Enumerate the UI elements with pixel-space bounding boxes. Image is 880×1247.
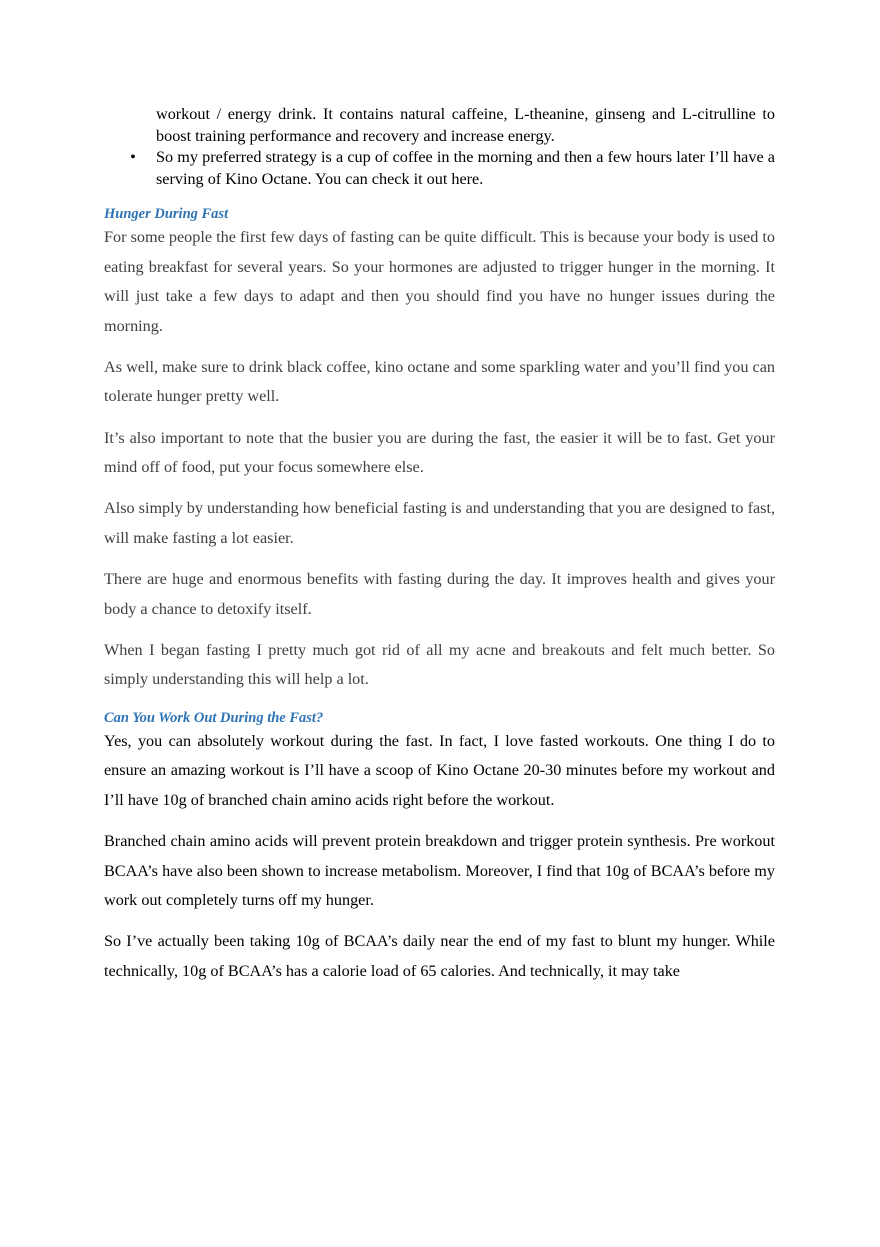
paragraph: Also simply by understanding how beneficial fasting is and understanding that you are designed to fast, will make fasting a lot easier. xyxy=(104,499,775,547)
paragraph: Yes, you can absolutely workout during the fast. In fact, I love fasted workouts. One thing I do to ensure an amazing workout is I’ll have a scoop of Kino Octane 20-30 minutes before my workout and I’ll have 10g of branched chain amino acids right before the workout. xyxy=(104,731,775,809)
bullet-dot-icon: • xyxy=(130,148,136,166)
bullet-list xyxy=(104,104,775,190)
paragraph: As well, make sure to drink black coffee, kino octane and some sparkling water and you’ll find you can tolerate hunger pretty well. xyxy=(104,357,775,406)
bullet-item xyxy=(104,147,775,190)
section-heading-hunger: Hunger During Fast xyxy=(104,206,229,222)
paragraph: Branched chain amino acids will prevent protein breakdown and trigger protein synthesis. Pre workout BCAA’s have also been shown to increase metabolism. Moreover, I find that 10g of BCAA’s before my work out completely turns off my hunger. xyxy=(104,832,775,910)
paragraph: When I began fasting I pretty much got rid of all my acne and breakouts and felt much better. So simply understanding this will help a lot. xyxy=(104,640,775,689)
section-heading-workout: Can You Work Out During the Fast? xyxy=(104,709,324,726)
bullet-text: workout / energy drink. It contains natural caffeine, L-theanine, ginseng and L-citrulline to boost training performance and recovery and increase energy. xyxy=(156,105,775,145)
bullet-item xyxy=(104,104,775,147)
page-content xyxy=(104,104,775,987)
paragraph: So I’ve actually been taking 10g of BCAA’s daily near the end of my fast to blunt my hunger. While technically, 10g of BCAA’s has a calorie load of 65 calories. And technically, it may take xyxy=(104,932,775,980)
paragraph: For some people the first few days of fasting can be quite difficult. This is because your body is used to eating breakfast for several years. So your hormones are adjusted to trigger hunger in the morning. It will just take a few days to adapt and then you should find you have no hunger issues during the morning. xyxy=(104,228,775,335)
bullet-text: So my preferred strategy is a cup of coffee in the morning and then a few hours later I’ll have a serving of Kino Octane. You can check it out here. xyxy=(156,148,775,188)
paragraph: It’s also important to note that the busier you are during the fast, the easier it will be to fast. Get your mind off of food, put your focus somewhere else. xyxy=(104,428,775,477)
paragraph: There are huge and enormous benefits with fasting during the day. It improves health and gives your body a chance to detoxify itself. xyxy=(104,569,775,618)
